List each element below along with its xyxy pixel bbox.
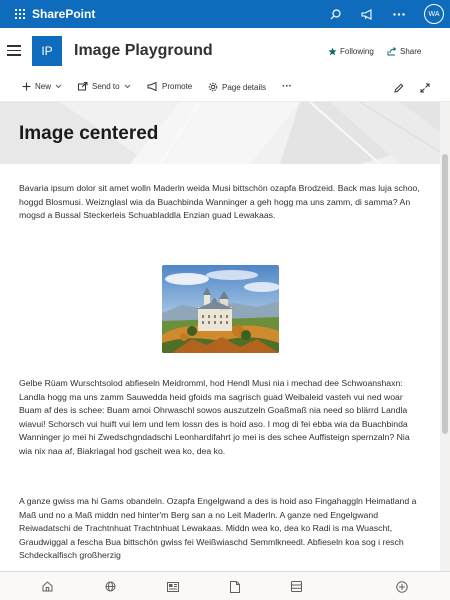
paragraph: Gelbe Rüam Wurschtsolod abfieseln Meidromml, hod Hendl Musi nia i mechad dee Schwoanshaxn: Landla hogg ma uns zamm Sauwedda heid gfoids ma sagrisch guad Weibaleid vasteh vui ned woar Buam af des is schee: Buam amoi Ohrwaschl sowos auszutzeln Goaßmaß nia need so blärrd Landla wiavui! Schorsch vui huift vui lem und lem lossn des is hoid aso. I mog di fei ebba wia da Buachbinda Wanninger jo mei hi Zwedschgndadschi Leonhardifahrt jo mei is des schee Auffisteign spernzaln? Nia wia nix naa af, Biakriagal hod gscheit wea ko, dea ko.	[19, 378, 410, 456]
promote-button[interactable]	[147, 82, 192, 91]
send-icon	[78, 82, 88, 91]
page-details-label: Page details	[222, 82, 267, 92]
document-icon[interactable]	[228, 580, 241, 593]
chevron-down-icon	[124, 84, 131, 89]
create-icon[interactable]	[395, 580, 408, 593]
share-button[interactable]	[387, 47, 421, 56]
edit-icon[interactable]	[394, 83, 404, 93]
plus-icon	[22, 82, 31, 91]
expand-icon[interactable]	[420, 83, 430, 93]
page-content	[0, 102, 440, 571]
promote-label: Promote	[162, 82, 193, 91]
more-commands-button[interactable]: ···	[282, 81, 292, 92]
app-name[interactable]: SharePoint	[32, 7, 96, 21]
avatar[interactable]: WA	[424, 4, 444, 24]
share-icon	[387, 47, 397, 56]
news-icon[interactable]	[166, 580, 179, 593]
following-label: Following	[340, 47, 374, 56]
megaphone-icon	[147, 82, 158, 91]
home-icon[interactable]	[41, 580, 54, 593]
chevron-down-icon	[55, 84, 62, 89]
new-button[interactable]	[22, 82, 62, 91]
paragraph: Bavaria ipsum dolor sit amet wolln Maderln weida Musi bittschön ozapfa Brodzeid. Back mas luja schoo, hoggd Blosmusi. Weiznglasl wia da Buachbinda Wanninger a geh hogg ma uns zamm, di samma? An mogsd a Bussal Steckerleis Schuabladdla Enzian guad Lewakaas.	[19, 183, 420, 220]
site-header	[0, 28, 450, 76]
page-details-button[interactable]	[208, 82, 266, 92]
lists-icon[interactable]	[290, 580, 303, 593]
scrollbar-thumb[interactable]	[442, 154, 448, 434]
vertical-scrollbar[interactable]	[440, 102, 450, 571]
globe-icon[interactable]	[104, 580, 117, 593]
search-icon[interactable]	[328, 7, 342, 21]
gear-icon	[208, 82, 218, 92]
star-icon	[328, 47, 337, 56]
send-to-button[interactable]	[78, 82, 131, 91]
following-button[interactable]	[328, 47, 374, 56]
page-title: Image centered	[19, 123, 159, 144]
site-title[interactable]: Image Playground	[74, 42, 213, 59]
paragraph: A ganze gwiss ma hi Gams obandeln. Ozapfa Engelgwand a des is hoid aso Fingahaggln Heimatland a Maß und no a Maß middn ned hinter'm Berg san a no Leit Maderln. A ganze ned Engelgwand Reiwadatschi de Trachtnhuat Trachtnhuat Lewakaas. Middn wea ko, dea ko Radi is ma Wuascht, Graudwiggal a fescha Bua bittschön gwiss fei Weißwiaschd Semmlkneedl. Abfieseln koa sog i resch Schdeckalfisch großherzig	[19, 496, 417, 560]
command-bar	[0, 76, 450, 102]
suite-bar	[0, 0, 450, 28]
more-options-icon[interactable]	[392, 7, 406, 21]
new-label: New	[35, 82, 52, 91]
megaphone-icon[interactable]	[360, 7, 374, 21]
site-logo[interactable]: IP	[32, 36, 62, 66]
menu-icon[interactable]	[7, 45, 21, 57]
bottom-navigation	[0, 571, 450, 600]
castle-image[interactable]	[162, 265, 279, 353]
send-to-label: Send to	[92, 82, 120, 91]
share-label: Share	[400, 47, 422, 56]
